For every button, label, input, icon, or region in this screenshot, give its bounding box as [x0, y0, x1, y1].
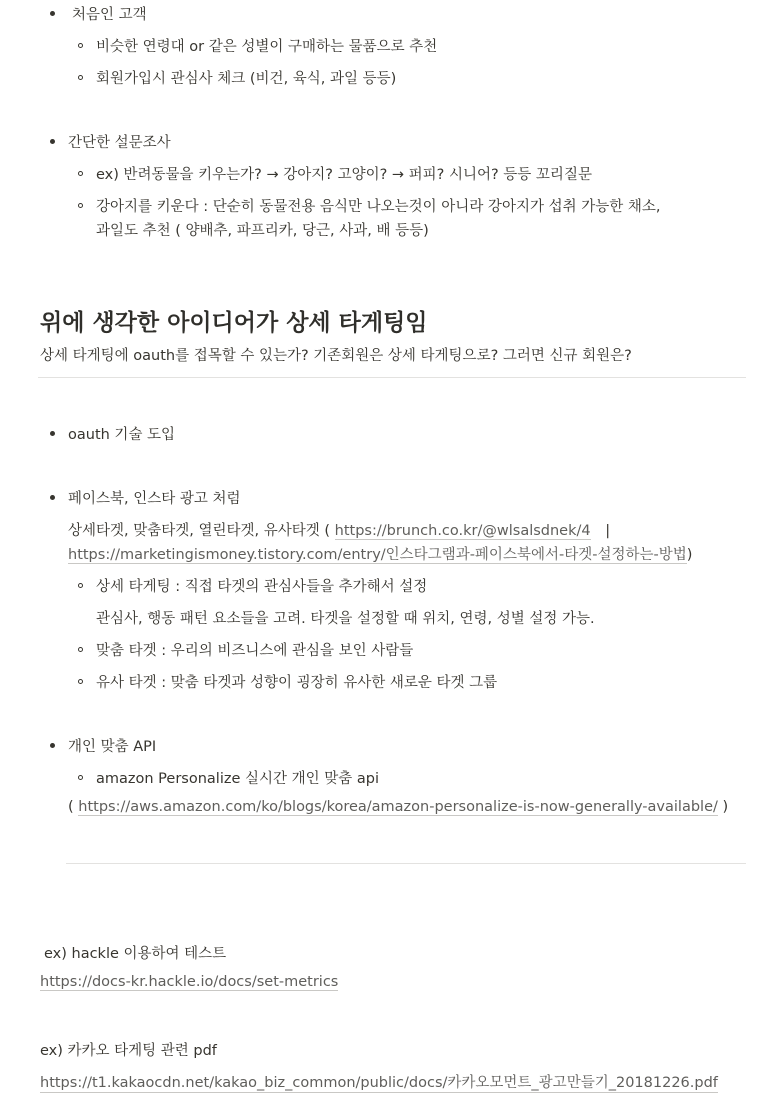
targets-text: 상세타겟, 맞춤타겟, 열린타겟, 유사타겟 (	[68, 523, 335, 539]
hackle-link[interactable]: https://docs-kr.hackle.io/docs/set-metrics	[40, 974, 339, 990]
bullet-ring	[78, 679, 83, 684]
bullet-ring	[78, 583, 83, 588]
heading-divider	[38, 377, 746, 378]
tistory-line	[68, 543, 692, 564]
hackle-text: ex) hackle 이용하여 테스트	[44, 946, 227, 962]
bullet-dot	[50, 743, 55, 748]
kakao-text: ex) 카카오 타게팅 관련 pdf	[40, 1043, 217, 1059]
section-divider	[66, 863, 746, 864]
detail-target-description: 관심사, 행동 패턴 요소들을 고려. 타겟을 설정할 때 위치, 연령, 성별 설정 가능.	[96, 611, 595, 627]
brunch-link[interactable]: https://brunch.co.kr/@wlsalsdnek/4	[334, 523, 591, 539]
bullet-ring	[78, 203, 83, 208]
list-item-dog-recommend-line1: 강아지를 키운다 : 단순히 동물전용 음식만 나오는것이 아니라 강아지가 섭취 가능한 채소,	[96, 199, 661, 215]
aws-link-line	[68, 799, 728, 815]
list-item-facebook-ads: 페이스북, 인스타 광고 처럼	[68, 491, 241, 507]
targets-line	[68, 519, 610, 540]
tistory-link[interactable]: https://marketingismoney.tistory.com/entry/인스타그램과-페이스북에서-타겟-설정하는-방법	[68, 547, 687, 563]
close-paren: )	[686, 547, 693, 563]
bullet-ring	[78, 43, 83, 48]
bullet-dot	[50, 11, 55, 16]
kakao-link[interactable]: https://t1.kakaocdn.net/kakao_biz_common/public/docs/카카오모먼트_광고만들기_20181226.pdf	[40, 1071, 718, 1093]
list-item-amazon-personalize: amazon Personalize 실시간 개인 맞춤 api	[96, 771, 379, 787]
list-item-personal-api: 개인 맞춤 API	[68, 739, 157, 755]
bullet-dot	[50, 139, 55, 144]
open-paren: (	[68, 799, 79, 815]
list-item-survey: 간단한 설문조사	[68, 135, 171, 151]
pipe-separator: |	[600, 523, 611, 539]
list-item-similar-age: 비슷한 연령대 or 같은 성별이 구매하는 물품으로 추천	[96, 39, 438, 55]
bullet-ring	[78, 75, 83, 80]
close-paren: )	[717, 799, 729, 815]
bullet-ring	[78, 171, 83, 176]
bullet-ring	[78, 775, 83, 780]
list-item-detail-target: 상세 타게팅 : 직접 타겟의 관심사들을 추가해서 설정	[96, 579, 428, 595]
aws-link[interactable]: https://aws.amazon.com/ko/blogs/korea/amazon-personalize-is-now-generally-available/	[78, 799, 718, 815]
list-item-custom-target: 맞춤 타겟 : 우리의 비즈니스에 관심을 보인 사람들	[96, 643, 414, 659]
list-item-oauth: oauth 기술 도입	[68, 427, 176, 443]
list-item-similar-target: 유사 타겟 : 맞춤 타겟과 성향이 굉장히 유사한 새로운 타겟 그룹	[96, 675, 498, 691]
bullet-dot	[50, 495, 55, 500]
section-heading: 위에 생각한 아이디어가 상세 타게팅임	[40, 310, 428, 336]
section-subtext: 상세 타게팅에 oauth를 접목할 수 있는가? 기존회원은 상세 타게팅으로? 그러면 신규 회원은?	[40, 348, 632, 364]
bullet-ring	[78, 647, 83, 652]
list-item-pet-question: ex) 반려동물을 키우는가? → 강아지? 고양이? → 퍼피? 시니어? 등등 꼬리질문	[96, 167, 592, 183]
list-item-interest-check: 회원가입시 관심사 체크 (비건, 육식, 과일 등등)	[96, 71, 397, 87]
list-item-first-customer: 처음인 고객	[72, 7, 147, 23]
list-item-dog-recommend-line2: 과일도 추천 ( 양배추, 파프리카, 당근, 사과, 배 등등)	[96, 223, 429, 239]
bullet-dot	[50, 431, 55, 436]
